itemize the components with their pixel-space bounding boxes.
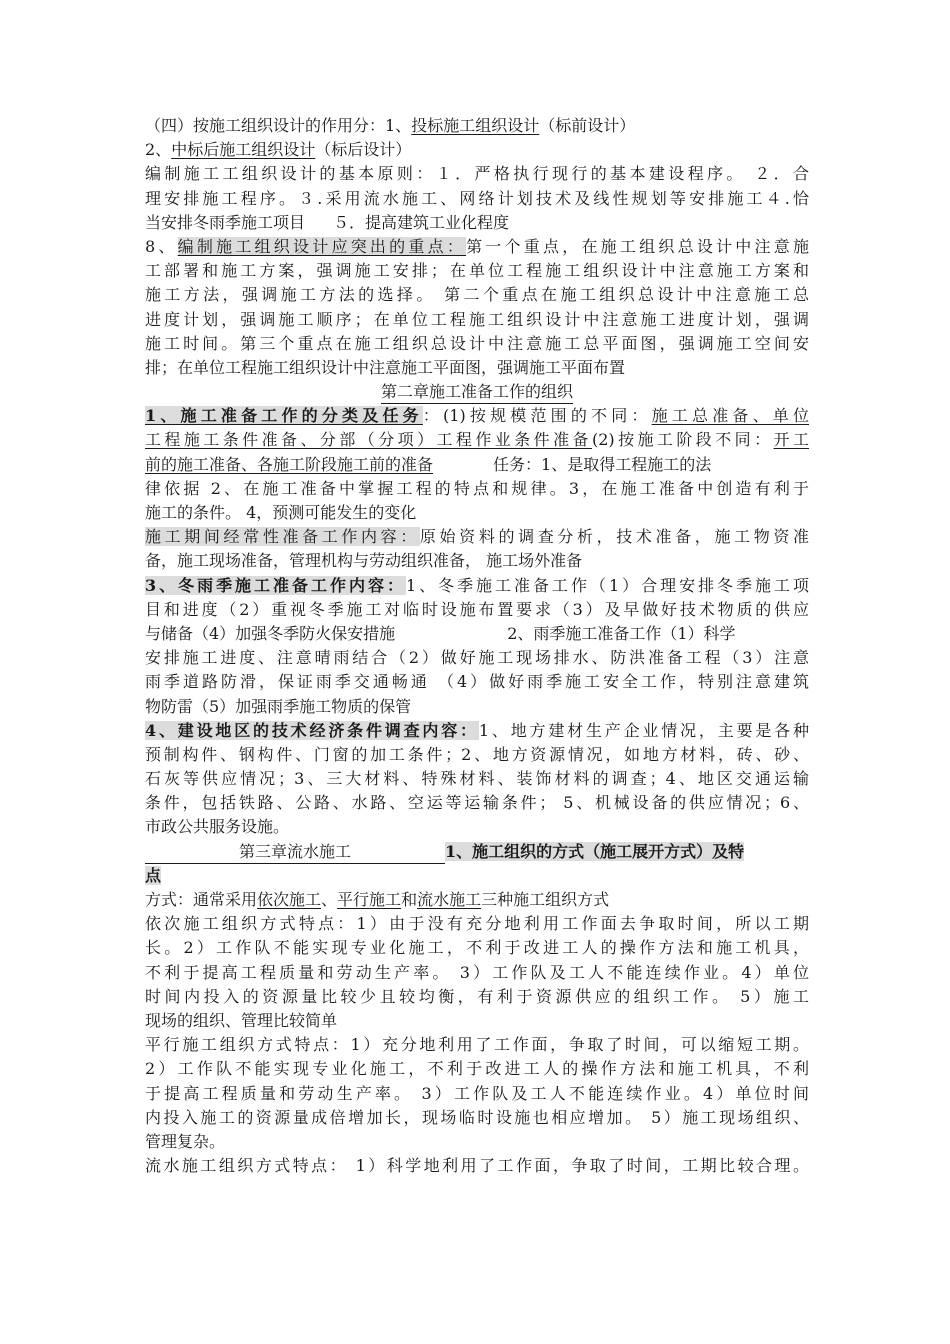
text-line: 雨季道路防滑，保证雨季交通畅通 （4）做好雨季施工安全工作，特别注意建筑: [145, 672, 809, 692]
underlined-term: 依次施工: [257, 890, 322, 909]
text-line: 现场的组织、管理比较简单: [145, 1010, 338, 1030]
text-line: 2）工作队不能实现专业化施工，不利于改进工人的操作方法和施工机具，不利: [145, 1059, 809, 1079]
underlined-term: 中标后施工组织设计: [171, 140, 316, 160]
text-line: 市政公共服务设施。: [145, 817, 290, 837]
text-line: 3、冬雨季施工准备工作内容：1、冬季施工准备工作（1）合理安排冬季施工项: [145, 575, 809, 595]
highlighted-heading: 1、施工组织的方式（施工展开方式）及特: [445, 841, 745, 861]
text-line: 依次施工组织方式特点：1）由于没有充分地利用工作面去争取时间，所以工期: [145, 914, 809, 934]
underlined-term: 投标施工组织设计: [411, 116, 540, 135]
underlined-term: 平行施工: [337, 890, 402, 909]
text-line: 预制构件、钢构件、门窗的加工条件；2、地方资源情况，如地方材料，砖、砂、: [145, 744, 809, 764]
highlighted-heading: 编制施工组织设计应突出的重点：: [177, 236, 467, 256]
text-line: 8、编制施工组织设计应突出的重点：第一个重点，在施工组织总设计中注意施: [145, 236, 809, 256]
text-line: 4、建设地区的技术经济条件调查内容：1、地方建材生产企业情况，主要是各种: [145, 720, 809, 740]
underlined-term: 施工总准备、单位: [651, 406, 809, 426]
text-line: 于提高工程质量和劳动生产率。 3）工作队及工人不能连续作业。4）单位时间: [145, 1083, 809, 1103]
underlined-term: 开工: [773, 430, 809, 450]
underlined-term: 工程施工条件准备、分部（分项）工程作业条件准备: [145, 430, 592, 450]
text-line: 编制施工工组织设计的基本原则：１．严格执行现行的基本建设程序。 ２．合: [145, 164, 809, 184]
text-line: 律依据 2、在施工准备中掌握工程的特点和规律。3，在施工准备中创造有利于: [145, 478, 809, 498]
highlighted-heading: 1、施工准备工作的分类及任务: [145, 406, 423, 426]
text-line: [145, 864, 809, 888]
document-body: [145, 114, 809, 1178]
text-line: 备，施工现场准备，管理机构与劳动组织准备， 施工场外准备: [145, 551, 583, 571]
text-line: 排；在单位工程施工组织设计中注意施工平面图，强调施工平面布置: [145, 357, 626, 377]
text-line: 工程施工条件准备、分部（分项）工程作业条件准备(2)按施工阶段不同：开工: [145, 430, 809, 450]
text-line: 进度计划，强调施工顺序；在单位工程施工组织设计中注意施工进度计划，强调: [145, 309, 809, 329]
text-line: 前的施工准备、各施工阶段施工前的准备 任务：1、是取得工程施工的法: [145, 454, 712, 474]
text-line: 1、施工准备工作的分类及任务：(1)按规模范围的不同：施工总准备、单位: [145, 406, 809, 426]
text-line: 与储备（4）加强冬季防火保安措施 2、雨季施工准备工作（1）科学: [145, 623, 736, 643]
text-line: 理安排施工程序。３.采用流水施工、网络计划技术及线性规划等安排施工４.恰: [145, 188, 809, 208]
text-line: 不利于提高工程质量和劳动生产率。 3）工作队及工人不能连续作业。4）单位: [145, 962, 809, 982]
text-line: 平行施工组织方式特点：1）充分地利用了工作面，争取了时间，可以缩短工期。: [145, 1035, 809, 1055]
text-line: （四）按施工组织设计的作用分：1、投标施工组织设计（标前设计）: [145, 116, 636, 135]
text-line: 内投入施工的资源量成倍增加长，现场临时设施也相应增加。 5）施工现场组织、: [145, 1107, 809, 1127]
text-line: 条件，包括铁路、公路、水路、空运等运输条件； 5、机械设备的供应情况；6、: [145, 793, 809, 813]
text-line: 施工方法，强调施工方法的选择。 第二个重点在施工组织总设计中注意施工总: [145, 285, 809, 305]
text-line: 施工期间经常性准备工作内容：原始资料的调查分析，技术准备，施工物资准: [145, 527, 809, 547]
text-line: 工部署和施工方案，强调施工安排；在单位工程施工组织设计中注意施工方案和: [145, 261, 809, 281]
highlighted-heading: 4、建设地区的技术经济条件调查内容：: [145, 720, 479, 740]
highlighted-heading: 3、冬雨季施工准备工作内容：: [145, 575, 406, 595]
chapter-2-heading: 第二章施工准备工作的组织: [145, 380, 809, 404]
text-line: 时间内投入的资源量比较少且较均衡，有利于资源供应的组织工作。 5）施工: [145, 986, 809, 1006]
text-line: 2、中标后施工组织设计（标后设计）: [145, 140, 412, 160]
text-line: 目和进度（2）重视冬季施工对临时设施布置要求（3）及早做好技术物质的供应: [145, 599, 809, 619]
text-line: 流水施工组织方式特点： 1）科学地利用了工作面，争取了时间，工期比较合理。: [145, 1156, 809, 1176]
highlighted-heading: 点: [145, 865, 162, 885]
text-line: 长。2）工作队不能实现专业化施工，不利于改进工人的操作方法和施工机具，: [145, 938, 809, 958]
text-line: 当安排冬雨季施工项目 ５．提高建筑工业化程度: [145, 212, 510, 232]
highlighted-heading: 施工期间经常性准备工作内容：: [145, 527, 420, 547]
text-line: 方式：通常采用依次施工、平行施工和流水施工三种施工组织方式: [145, 890, 610, 909]
text-line: 安排施工进度、注意晴雨结合（2）做好施工现场排水、防洪准备工程（3）注意: [145, 648, 809, 668]
text-line: 施工的条件。 4，预测可能发生的变化: [145, 503, 417, 522]
text-line: 石灰等供应情况；3、三大材料、特殊材料、装饰材料的调查；4、地区交通运输: [145, 769, 809, 789]
text-line: 物防雷（5）加强雨季施工物质的保管: [145, 696, 412, 716]
text-line: 施工时间。第三个重点在施工组织总设计中注意施工总平面图，强调施工空间安: [145, 333, 809, 353]
text-line: 管理复杂。: [145, 1131, 226, 1151]
chapter-3-heading: 第三章流水施工 1、施工组织的方式（施工展开方式）及特: [145, 840, 809, 864]
underlined-term: 前的施工准备、各施工阶段施工前的准备: [145, 454, 434, 474]
underlined-term: 流水施工: [417, 890, 482, 909]
